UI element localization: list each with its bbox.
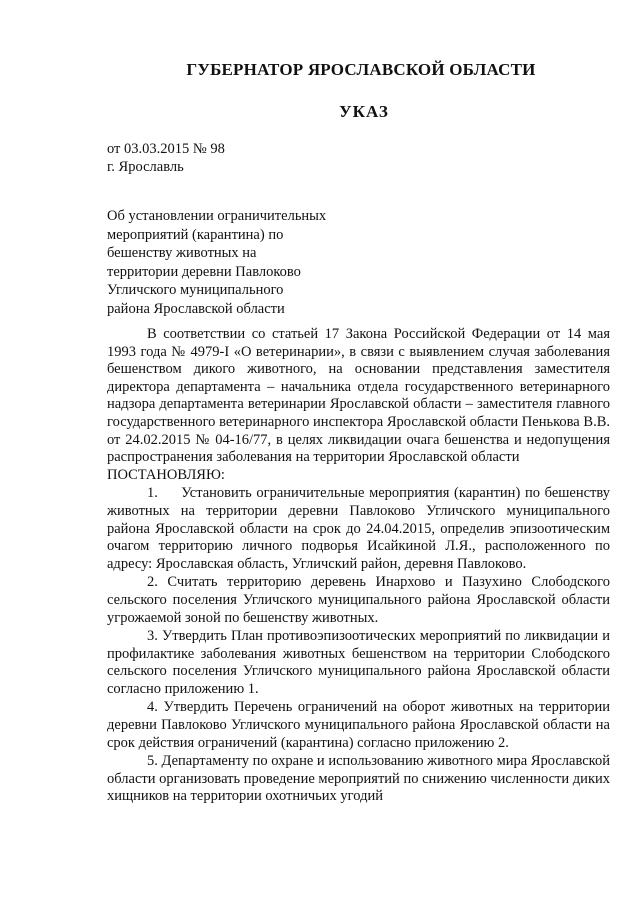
decree-item-5: 5. Департаменту по охране и использованию животного мира Ярославской области организовать проведение мероприятий по снижению численности диких хищников на территории охотничьих угодий [107, 753, 610, 805]
decree-item-4: 4. Утвердить Перечень ограничений на оборот животных на территории деревни Павлоково Угличского муниципального района Ярославской области на срок действия ограничений (карантина) согласно приложению 2. [107, 699, 610, 751]
decree-item-2: 2. Считать территорию деревень Инархово и Пазухино Слободского сельского поселения Угличского муниципального района Ярославской области угрожаемой зоной по бешенству животных. [107, 574, 610, 626]
document-body [107, 326, 610, 806]
document-type: УКАЗ [339, 102, 389, 121]
subject-line: бешенству животных на [107, 245, 257, 261]
subject-line: мероприятий (карантина) по [107, 226, 284, 243]
subject-line: района Ярославской области [107, 300, 285, 317]
subject-line: Угличского муниципального [107, 282, 284, 298]
date-number: от 03.03.2015 № 98 [107, 141, 225, 157]
document-meta [107, 140, 225, 176]
subject-line: Об установлении ограничительных [107, 208, 327, 224]
subject-line: территории деревни Павлоково [107, 263, 301, 280]
decree-item-1: 1. Установить ограничительные мероприятия (карантин) по бешенству животных на территории деревни Павлоково Угличского муниципального района Ярославской области на срок до 24.04.2015, определив эпизоотическим очагом территорию личного подворья Исайкиной Л.Я., расположенного по адресу: Ярославская область, Угличский район, деревня Павлоково. [107, 485, 610, 572]
document-subject [107, 207, 326, 318]
issuer-title: ГУБЕРНАТОР ЯРОСЛАВСКОЙ ОБЛАСТИ [186, 60, 536, 79]
decree-word: ПОСТАНОВЛЯЮ: [107, 466, 225, 483]
decree-item-3: 3. Утвердить План противоэпизоотических мероприятий по ликвидации и профилактике заболевания животных бешенством на территории Слободского сельского поселения Угличского муниципального района Ярославской области согласно приложению 1. [107, 628, 610, 697]
city: г. Ярославль [107, 159, 184, 175]
preamble-paragraph: В соответствии со статьей 17 Закона Российской Федерации от 14 мая 1993 года № 4979-I «О ветеринарии», в связи с выявлением случая заболевания бешенством дикого животного, на основании представления заместителя директора департамента – начальника отдела государственного ветеринарного надзора департамента ветеринарии Ярославской области – заместителя главного государственного ветеринарного инспектора Ярославской области Пенькова В.В. от 24.02.2015 № 04-16/77, в целях ликвидации очага бешенства и недопущения распространения заболевания на территории Ярославской области [107, 326, 610, 466]
